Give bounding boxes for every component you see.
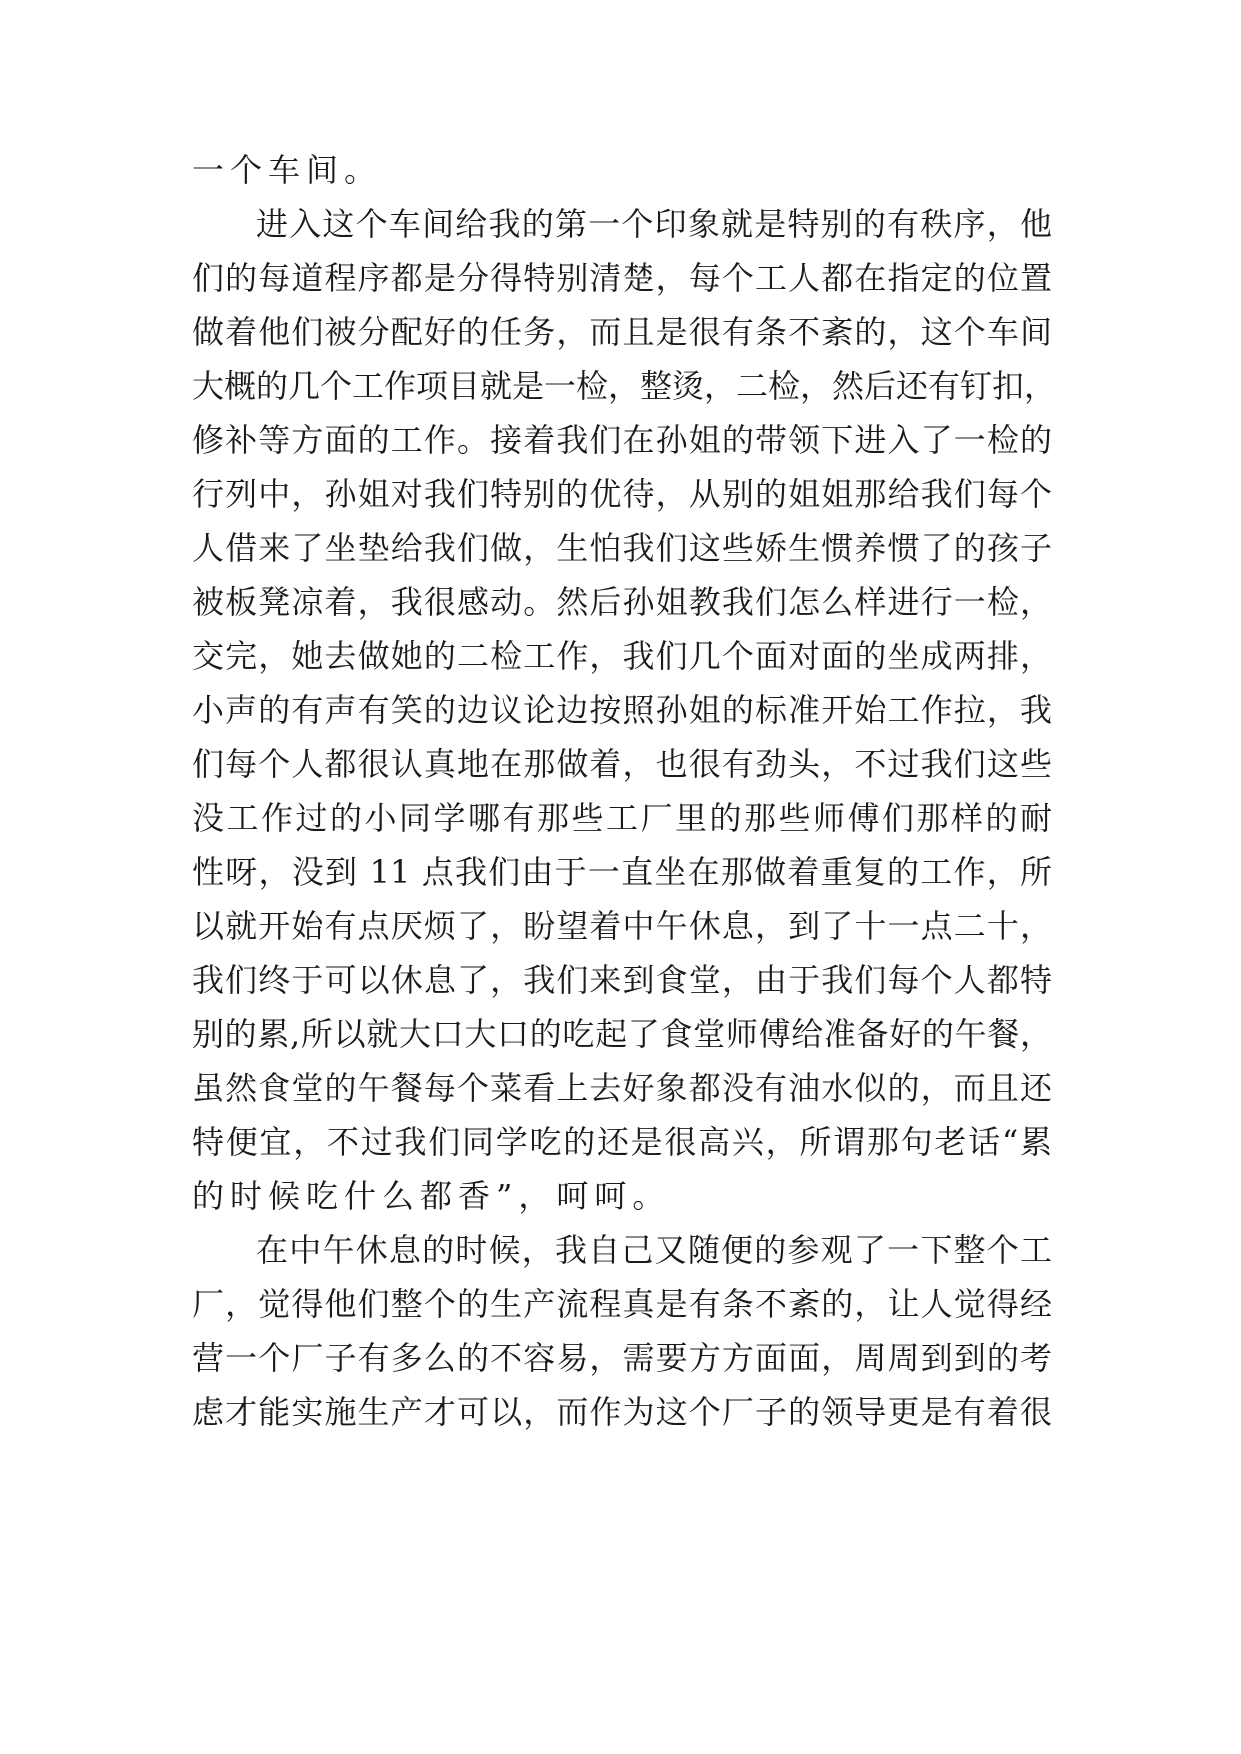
text-line: 修补等方面的工作。接着我们在孙姐的带领下进入了一检的 xyxy=(192,421,1052,459)
text-line: 性呀，没到 11 点我们由于一直坐在那做着重复的工作，所 xyxy=(192,853,1052,891)
text-line: 我们终于可以休息了，我们来到食堂，由于我们每个人都特 xyxy=(192,961,1052,999)
text-line: 进入这个车间给我的第一个印象就是特别的有秩序，他 xyxy=(256,205,1052,243)
text-line: 大概的几个工作项目就是一检，整烫，二检，然后还有钉扣， xyxy=(192,367,1057,405)
text-line: 人借来了坐垫给我们做，生怕我们这些娇生惯养惯了的孩子 xyxy=(192,529,1052,567)
text-line: 做着他们被分配好的任务，而且是很有条不紊的，这个车间 xyxy=(192,313,1052,351)
text-line: 特便宜，不过我们同学吃的还是很高兴，所谓那句老话“累 xyxy=(192,1123,1052,1161)
text-line: 的时候吃什么都香”，呵呵。 xyxy=(192,1177,671,1215)
text-line: 营一个厂子有多么的不容易，需要方方面面，周周到到的考 xyxy=(192,1339,1052,1377)
text-line: 小声的有声有笑的边议论边按照孙姐的标准开始工作拉，我 xyxy=(192,691,1052,729)
text-line: 们每个人都很认真地在那做着，也很有劲头，不过我们这些 xyxy=(192,745,1052,783)
text-line: 行列中，孙姐对我们特别的优待，从别的姐姐那给我们每个 xyxy=(192,475,1052,513)
text-line: 在中午休息的时候，我自己又随便的参观了一下整个工 xyxy=(256,1231,1052,1269)
text-line: 被板凳凉着，我很感动。然后孙姐教我们怎么样进行一检， xyxy=(192,583,1052,621)
text-line: 们的每道程序都是分得特别清楚，每个工人都在指定的位置 xyxy=(192,259,1052,297)
text-line: 别的累,所以就大口大口的吃起了食堂师傅给准备好的午餐， xyxy=(192,1015,1052,1053)
text-line: 交完，她去做她的二检工作，我们几个面对面的坐成两排， xyxy=(192,637,1052,675)
text-line: 没工作过的小同学哪有那些工厂里的那些师傅们那样的耐 xyxy=(192,799,1052,837)
text-line: 厂，觉得他们整个的生产流程真是有条不紊的，让人觉得经 xyxy=(192,1285,1052,1323)
text-line: 虽然食堂的午餐每个菜看上去好象都没有油水似的，而且还 xyxy=(192,1069,1052,1107)
text-line: 以就开始有点厌烦了，盼望着中午休息，到了十一点二十， xyxy=(192,907,1052,945)
text-line: 虑才能实施生产才可以，而作为这个厂子的领导更是有着很 xyxy=(192,1393,1052,1431)
text-line: 一个车间。 xyxy=(192,151,383,189)
